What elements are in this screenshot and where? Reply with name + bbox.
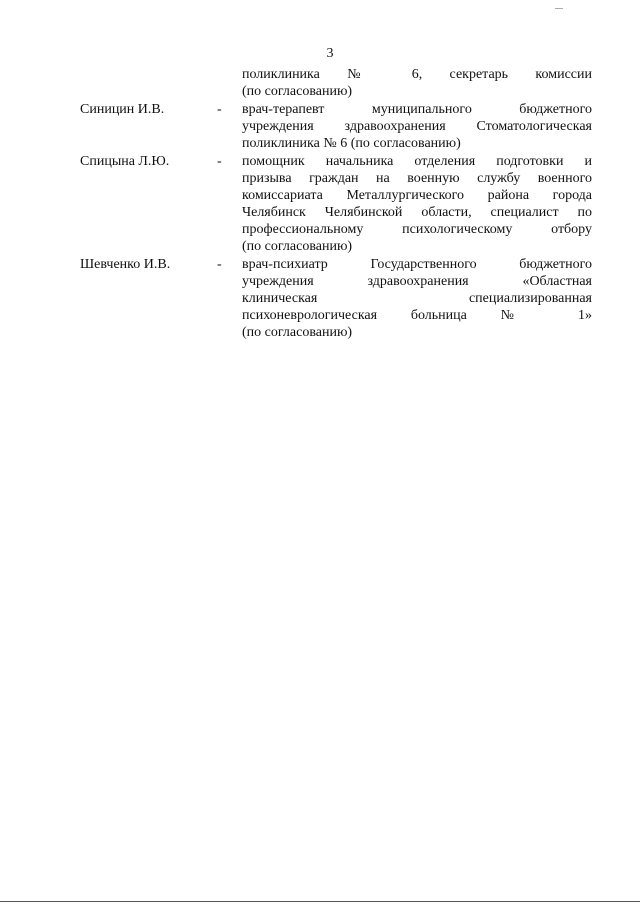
member-role-line: психоневрологическая больница № 1» <box>242 308 592 323</box>
member-role-line: Челябинск Челябинской области, специалист по <box>242 205 592 220</box>
member-role-line: (по согласованию) <box>242 325 353 340</box>
member-role-line: врач-терапевт муниципального бюджетного <box>242 102 592 117</box>
member-name: Спицына Л.Ю. <box>80 154 170 169</box>
member-name: Синицин И.В. <box>80 102 165 117</box>
member-role-line: клиническая специализированная <box>242 291 592 306</box>
member-dash: - <box>217 257 222 272</box>
member-role-line: помощник начальника отделения подготовки и <box>242 154 592 169</box>
continuation-line: поликлиника № 6, секретарь комиссии <box>242 67 592 82</box>
scan-artifact <box>555 8 563 9</box>
page-number: 3 <box>326 46 334 61</box>
member-name: Шевченко И.В. <box>80 257 171 272</box>
member-role-line: врач-психиатр Государственного бюджетного <box>242 257 592 272</box>
member-role-line: (по согласованию) <box>242 239 353 254</box>
member-role-line: профессиональному психологическому отбору <box>242 222 592 237</box>
member-role-line: комиссариата Металлургического района города <box>242 188 592 203</box>
member-dash: - <box>217 102 222 117</box>
member-role-line: поликлиника № 6 (по согласованию) <box>242 136 461 151</box>
member-role-line: учреждения здравоохранения Стоматологическая <box>242 119 592 134</box>
continuation-line: (по согласованию) <box>242 84 353 99</box>
member-role-line: учреждения здравоохранения «Областная <box>242 274 592 289</box>
member-dash: - <box>217 154 222 169</box>
member-role-line: призыва граждан на военную службу военного <box>242 171 592 186</box>
page-bottom-edge <box>0 901 640 902</box>
